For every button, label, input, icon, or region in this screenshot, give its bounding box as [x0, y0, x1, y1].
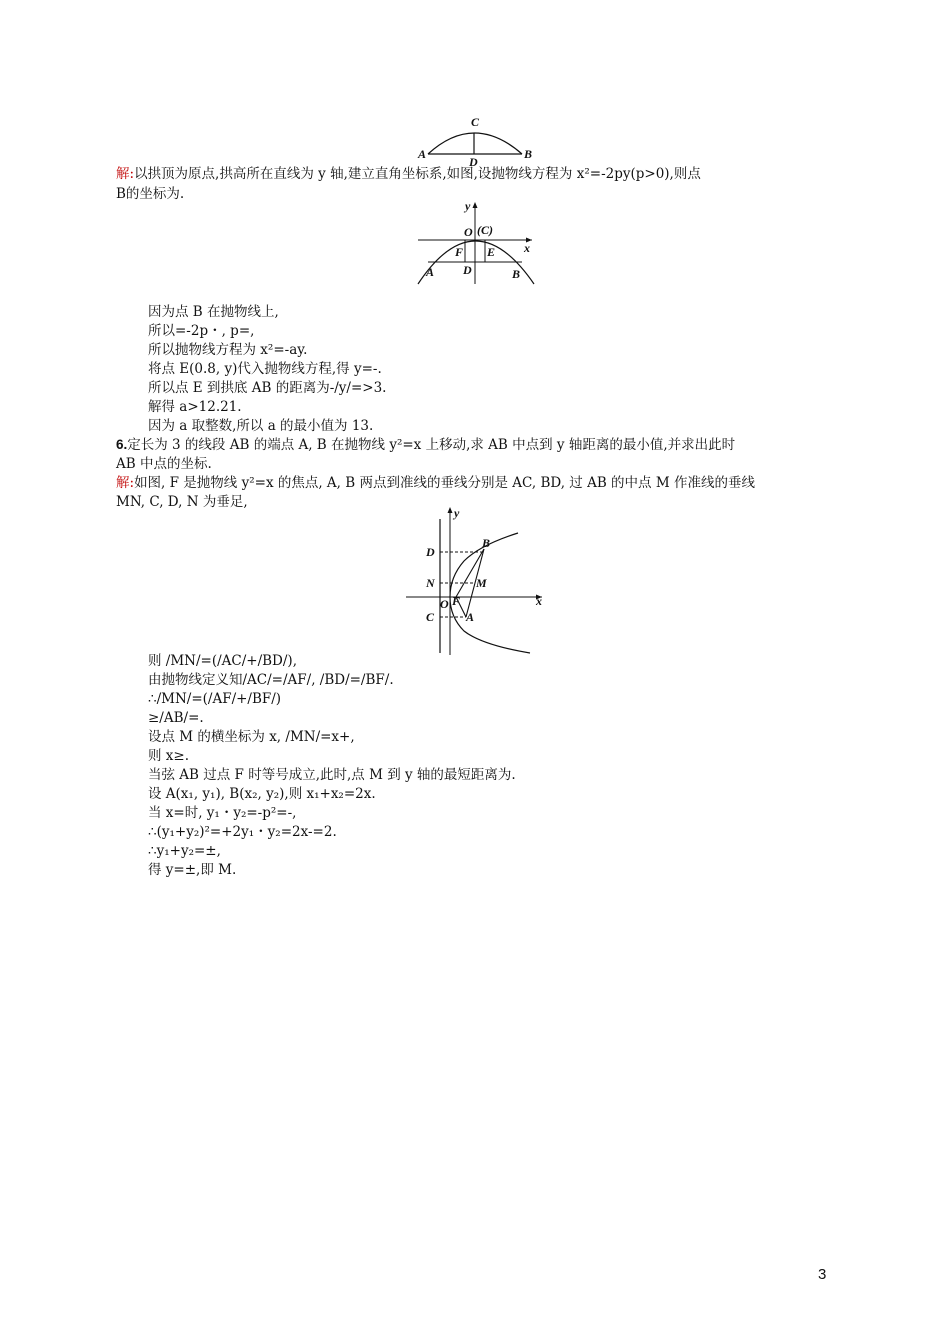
label-y: y: [454, 506, 460, 520]
label-B: B: [524, 147, 533, 161]
solution-1-line-1: 解:以拱顶为原点,拱高所在直线为 y 轴,建立直角坐标系,如图,设抛物线方程为 x²=-2py(p>0),则点: [116, 166, 701, 182]
coordinate-arch-figure: [410, 198, 545, 286]
step: ∴(y₁+y₂)²=+2y₁・y₂=2x-=2.: [148, 824, 337, 840]
label-D: D: [426, 545, 435, 559]
label-O: O: [464, 225, 473, 239]
label-C: C: [426, 610, 435, 624]
label-M: M: [476, 576, 487, 590]
question-6-line-2: AB 中点的坐标.: [116, 456, 212, 472]
label-D: D: [469, 155, 478, 168]
step: 因为 a 取整数,所以 a 的最小值为 13.: [148, 418, 374, 434]
step: 设 A(x₁, y₁), B(x₂, y₂),则 x₁+x₂=2x.: [148, 786, 376, 802]
step: 当弦 AB 过点 F 时等号成立,此时,点 M 到 y 轴的最短距离为.: [148, 767, 516, 783]
label-E: E: [487, 245, 496, 259]
page-number: 3: [818, 1266, 827, 1283]
label-F: F: [455, 245, 464, 259]
step: ∴y₁+y₂=±,: [148, 843, 221, 859]
question-6-line-1: 6.定长为 3 的线段 AB 的端点 A, B 在抛物线 y²=x 上移动,求 AB 中点到 y 轴距离的最小值,并求出此时: [116, 437, 736, 453]
step: 由抛物线定义知/AC/=/AF/, /BD/=/BF/.: [148, 672, 394, 688]
solution-tag: 解:: [116, 166, 135, 182]
label-N: N: [426, 576, 435, 590]
step: ∴/MN/=(/AF/+/BF/): [148, 691, 282, 707]
step: 设点 M 的横坐标为 x, /MN/=x+,: [148, 729, 355, 745]
label-F: F: [452, 594, 461, 608]
step: 所以抛物线方程为 x²=-ay.: [148, 342, 308, 358]
solution-1-line-2: B的坐标为.: [116, 186, 185, 202]
label-x: x: [536, 594, 542, 608]
label-x: x: [524, 241, 530, 255]
label-A: A: [466, 610, 475, 624]
label-A: A: [426, 265, 435, 279]
parabola-figure: [404, 505, 554, 657]
step: 当 x=时, y₁・y₂=-p²=-,: [148, 805, 297, 821]
step: 解得 a>12.21.: [148, 399, 242, 415]
arch-figure: [410, 112, 550, 168]
step: 则 x≥.: [148, 748, 190, 764]
step: 得 y=±,即 M.: [148, 862, 237, 878]
step: 则 /MN/=(/AC/+/BD/),: [148, 653, 297, 669]
step: 所以点 E 到拱底 AB 的距离为-/y/=>3.: [148, 380, 387, 396]
solution-2-line-1: 解:如图, F 是抛物线 y²=x 的焦点, A, B 两点到准线的垂线分别是 AC, BD, 过 AB 的中点 M 作准线的垂线: [116, 475, 755, 491]
step: 将点 E(0.8, y)代入抛物线方程,得 y=-.: [148, 361, 382, 377]
solution-2-line-2: MN, C, D, N 为垂足,: [116, 494, 248, 510]
step: ≥/AB/=.: [148, 710, 204, 726]
label-y: y: [465, 199, 471, 213]
label-B: B: [512, 267, 521, 281]
label-C: (C): [477, 223, 493, 237]
solution-tag: 解:: [116, 475, 135, 491]
label-B: B: [482, 536, 491, 550]
question-number: 6.: [116, 437, 128, 452]
label-C: C: [471, 115, 480, 129]
label-O: O: [440, 597, 449, 611]
step: 因为点 B 在抛物线上,: [148, 304, 279, 320]
step: 所以=-2p・, p=,: [148, 323, 255, 339]
label-A: A: [418, 147, 427, 161]
label-D: D: [463, 263, 472, 277]
